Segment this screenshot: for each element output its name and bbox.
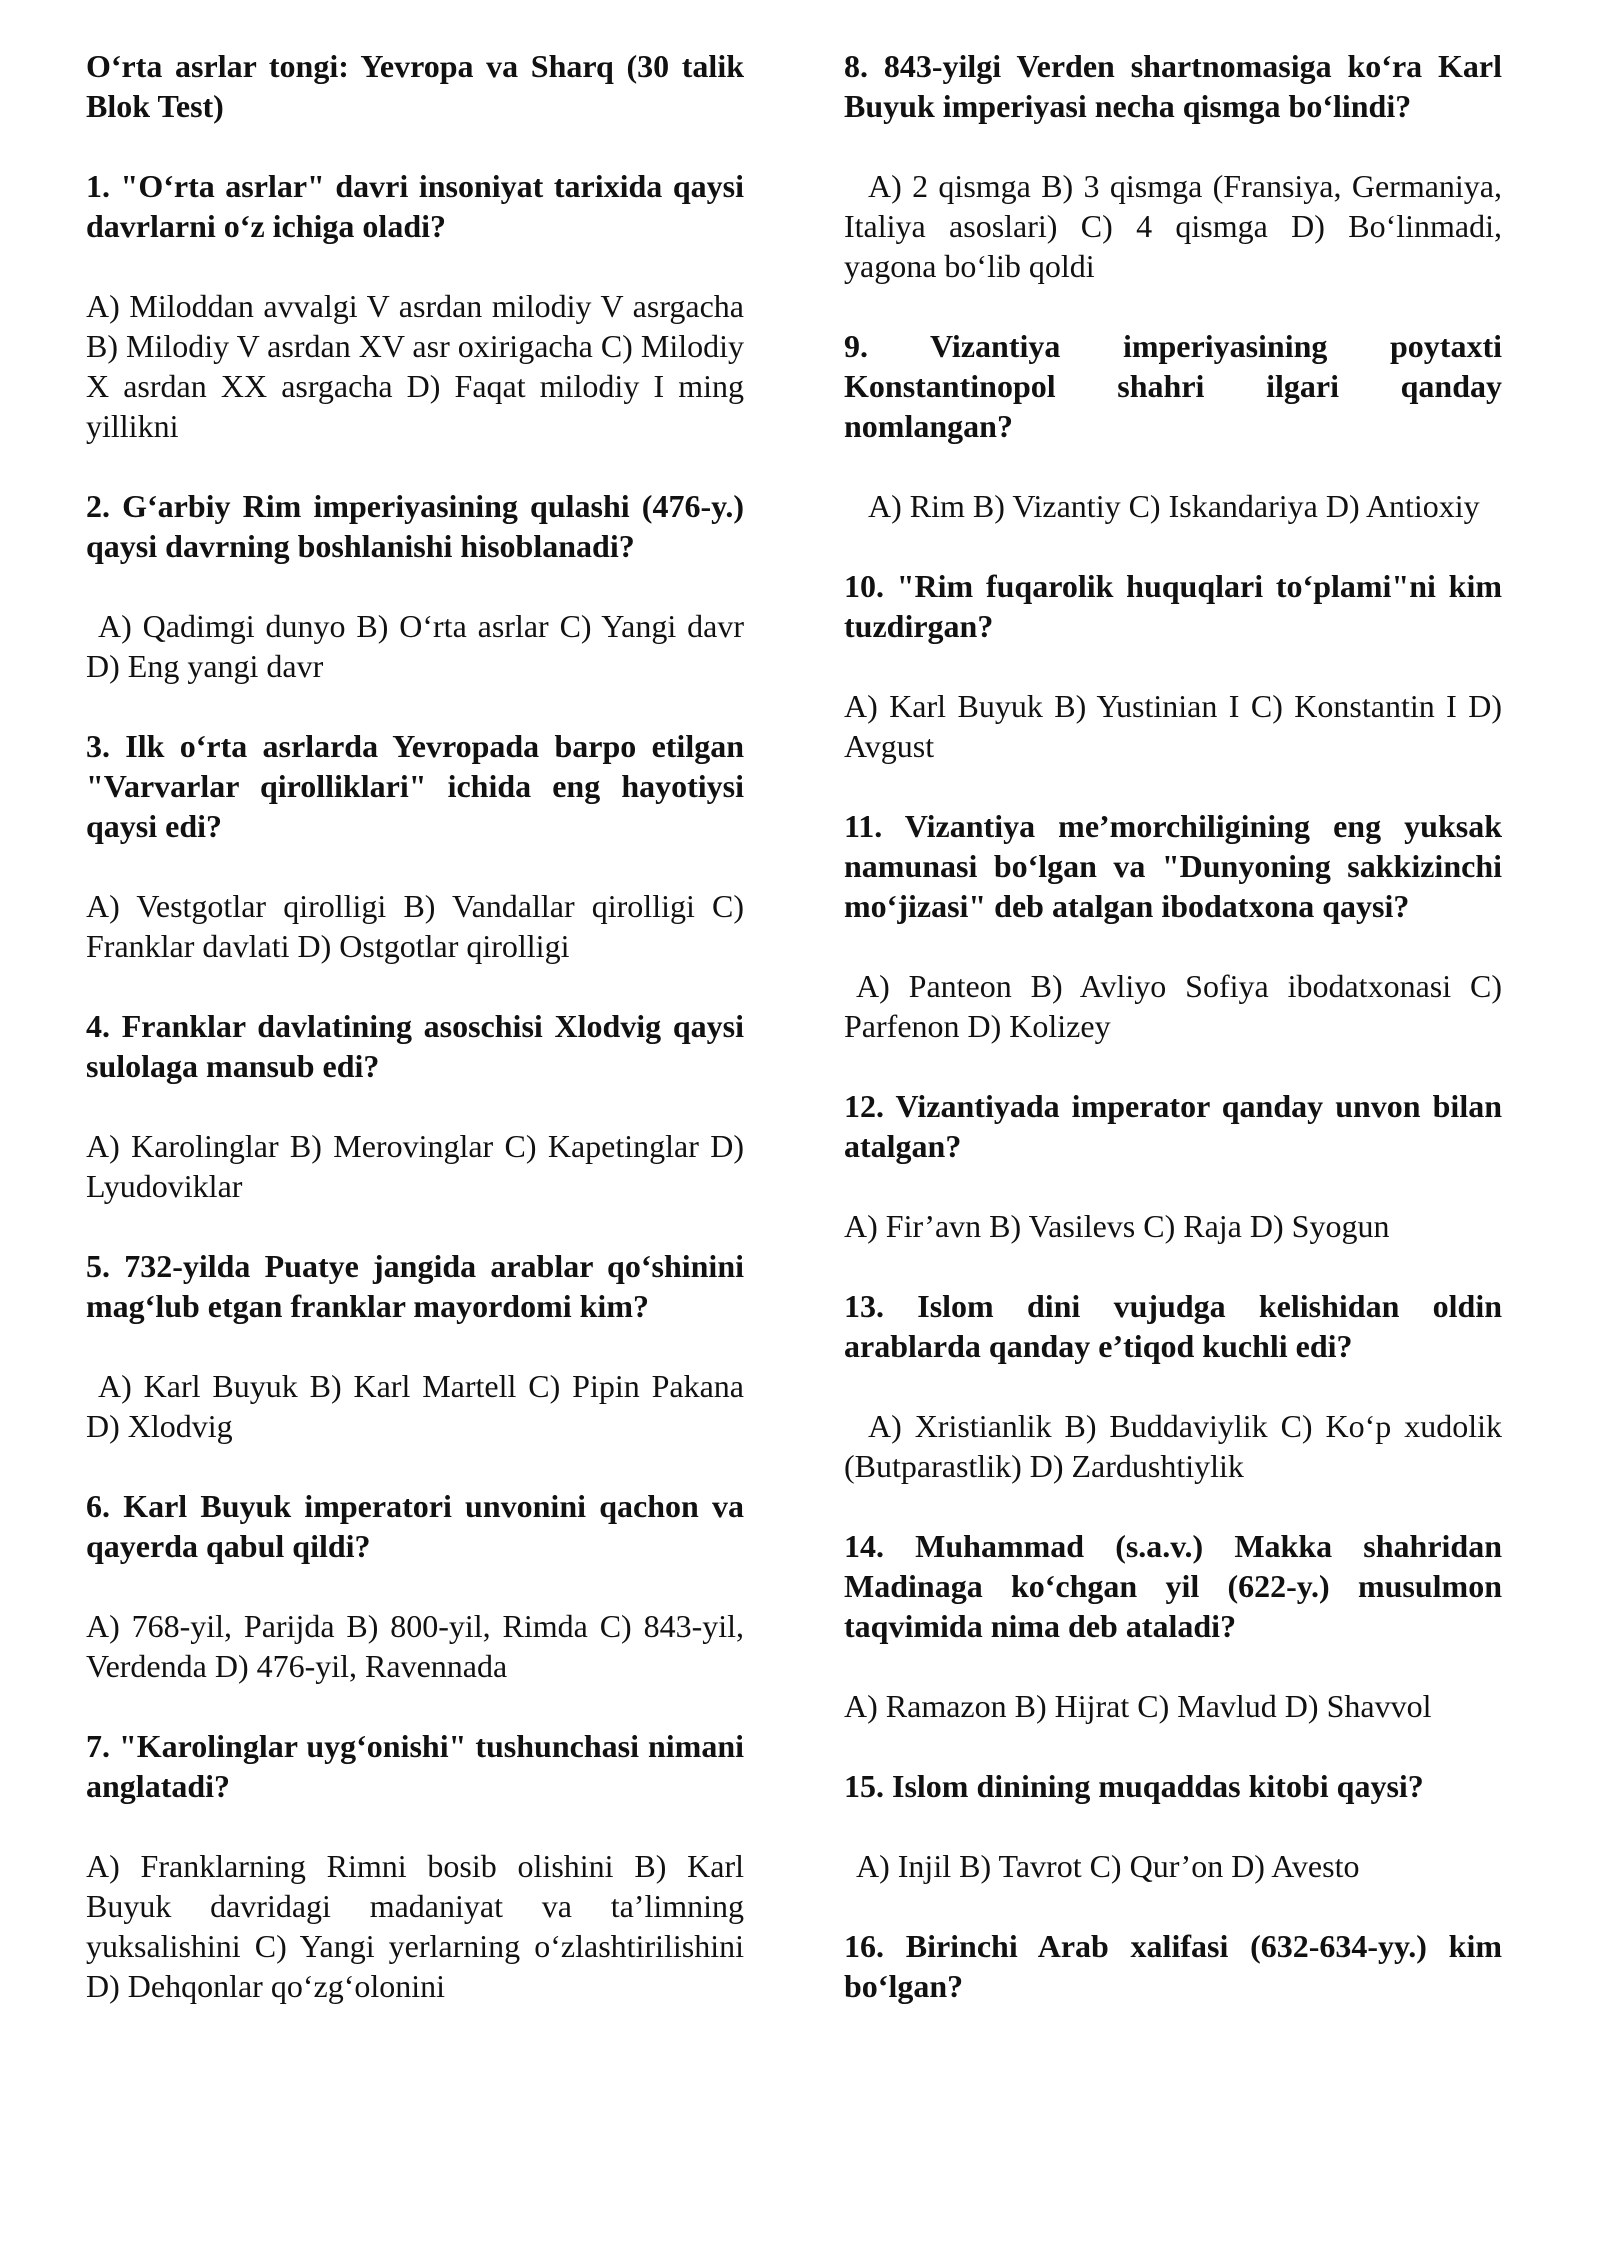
answers-14: A) Ramazon B) Hijrat C) Mavlud D) Shavvol [844, 1688, 1432, 1724]
question-16: 16. Birinchi Arab xalifasi (632-634-yy.) kim bo‘lgan? [844, 1928, 1502, 2004]
right-column [844, 46, 1502, 2226]
test-page [86, 46, 1502, 2226]
answers-13: A) Xristianlik B) Buddaviylik C) Ko‘p xudolik (Butparastlik) D) Zardushtiylik [844, 1408, 1502, 1484]
question-5: 5. 732-yilda Puatye jangida arablar qo‘shinini mag‘lub etgan franklar mayordomi kim? [86, 1248, 744, 1324]
question-10: 10. "Rim fuqarolik huquqlari to‘plami"ni kim tuzdirgan? [844, 568, 1502, 644]
answers-5: A) Karl Buyuk B) Karl Martell C) Pipin Pakana D) Xlodvig [86, 1368, 744, 1444]
question-7: 7. "Karolinglar uyg‘onishi" tushunchasi nimani anglatadi? [86, 1728, 744, 1804]
question-14: 14. Muhammad (s.a.v.) Makka shahridan Madinaga ko‘chgan yil (622-y.) musulmon taqvimida nima deb ataladi? [844, 1528, 1502, 1644]
answers-12: A) Fir’avn B) Vasilevs C) Raja D) Syogun [844, 1208, 1390, 1244]
question-11: 11. Vizantiya me’morchiligining eng yuksak namunasi bo‘lgan va "Dunyoning sakkizinchi mo‘jizasi" deb atalgan ibodatxona qaysi? [844, 808, 1502, 924]
question-2: 2. G‘arbiy Rim imperiyasining qulashi (476-y.) qaysi davrning boshlanishi hisoblanadi? [86, 488, 744, 564]
answers-11: A) Panteon B) Avliyo Sofiya ibodatxonasi C) Parfenon D) Kolizey [844, 968, 1502, 1044]
question-15: 15. Islom dinining muqaddas kitobi qaysi? [844, 1768, 1424, 1804]
answers-2: A) Qadimgi dunyo B) O‘rta asrlar C) Yangi davr D) Eng yangi davr [86, 608, 744, 684]
answers-8: A) 2 qismga B) 3 qismga (Fransiya, Germaniya, Italiya asoslari) C) 4 qismga D) Bo‘linmadi, yagona bo‘lib qoldi [844, 168, 1502, 284]
question-4: 4. Franklar davlatining asoschisi Xlodvig qaysi sulolaga mansub edi? [86, 1008, 744, 1084]
answers-9: A) Rim B) Vizantiy C) Iskandariya D) Antioxiy [868, 488, 1480, 524]
answers-7: A) Franklarning Rimni bosib olishini B) Karl Buyuk davridagi madaniyat va ta’limning yuksalishini C) Yangi yerlarning o‘zlashtirilishini D) Dehqonlar qo‘zg‘olonini [86, 1848, 744, 2004]
document-title: O‘rta asrlar tongi: Yevropa va Sharq (30 talik Blok Test) [86, 48, 744, 124]
left-column [86, 46, 744, 2226]
answers-4: A) Karolinglar B) Merovinglar C) Kapetinglar D) Lyudoviklar [86, 1128, 744, 1204]
question-3: 3. Ilk o‘rta asrlarda Yevropada barpo etilgan "Varvarlar qirolliklari" ichida eng hayotiysi qaysi edi? [86, 728, 744, 844]
answers-1: A) Miloddan avvalgi V asrdan milodiy V asrgacha B) Milodiy V asrdan XV asr oxirigacha C) Milodiy X asrdan XX asrgacha D) Faqat milodiy I ming yillikni [86, 288, 744, 444]
question-9: 9. Vizantiya imperiyasining poytaxti Konstantinopol shahri ilgari qanday nomlangan? [844, 328, 1502, 444]
answers-6: A) 768-yil, Parijda B) 800-yil, Rimda C) 843-yil, Verdenda D) 476-yil, Ravennada [86, 1608, 744, 1684]
answers-3: A) Vestgotlar qirolligi B) Vandallar qirolligi C) Franklar davlati D) Ostgotlar qirolligi [86, 888, 744, 964]
question-8: 8. 843-yilgi Verden shartnomasiga ko‘ra Karl Buyuk imperiyasi necha qismga bo‘lindi? [844, 48, 1502, 124]
question-6: 6. Karl Buyuk imperatori unvonini qachon va qayerda qabul qildi? [86, 1488, 744, 1564]
answers-10: A) Karl Buyuk B) Yustinian I C) Konstantin I D) Avgust [844, 688, 1502, 764]
question-1: 1. "O‘rta asrlar" davri insoniyat tarixida qaysi davrlarni o‘z ichiga oladi? [86, 168, 744, 244]
answers-15: A) Injil B) Tavrot C) Qur’on D) Avesto [856, 1848, 1360, 1884]
question-12: 12. Vizantiyada imperator qanday unvon bilan atalgan? [844, 1088, 1502, 1164]
question-13: 13. Islom dini vujudga kelishidan oldin arablarda qanday e’tiqod kuchli edi? [844, 1288, 1502, 1364]
